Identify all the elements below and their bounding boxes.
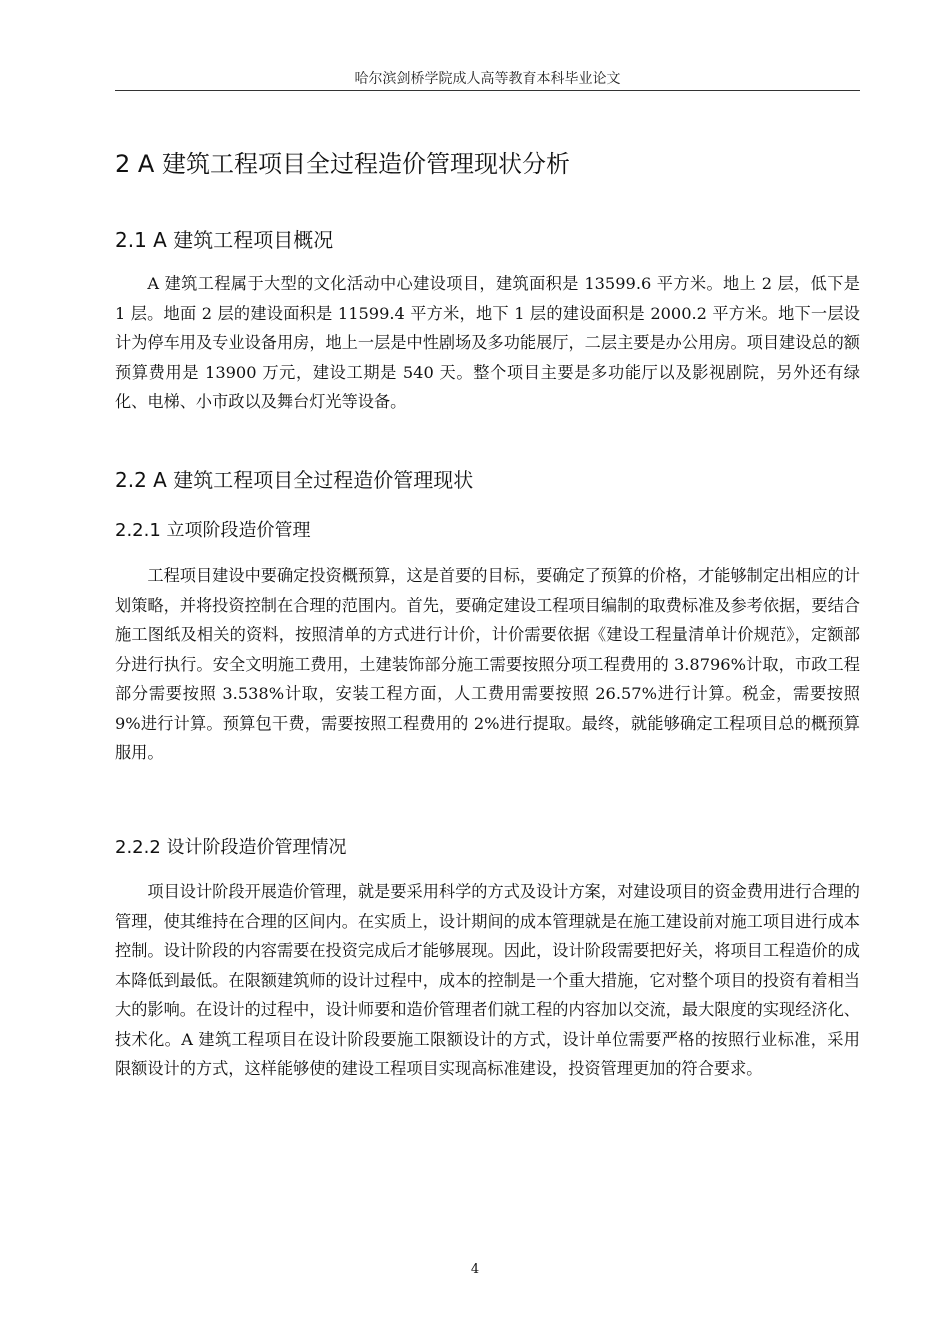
header-divider <box>115 90 860 91</box>
section-2-2-1-heading: 2.2.1 立项阶段造价管理 <box>115 520 311 541</box>
section-2-1-paragraph: A 建筑工程属于大型的文化活动中心建设项目，建筑面积是 13599.6 平方米。地上 2 层，低下是 1 层。地面 2 层的建设面积是 11599.4 平方米，地下 1 层的建设面积是 2000.2 平方米。地下一层设计为停车用及专业设备用房，地上一层是中性剧场及多功能展厅，二层主要是办公用房。项目建设总的额预算费用是 13900 万元，建设工期是 540 天。整个项目主要是多功能厅以及影视剧院，另外还有绿化、电梯、小市政以及舞台灯光等设备。 <box>115 274 860 411</box>
section-2-1-heading: 2.1 A 建筑工程项目概况 <box>115 228 334 252</box>
page-number: 4 <box>470 1262 480 1277</box>
running-header: 哈尔滨剑桥学院成人高等教育本科毕业论文 <box>354 71 621 87</box>
section-2-2-heading: 2.2 A 建筑工程项目全过程造价管理现状 <box>115 468 474 492</box>
chapter-heading: 2 A 建筑工程项目全过程造价管理现状分析 <box>115 150 570 178</box>
section-2-2-2-paragraph: 项目设计阶段开展造价管理，就是要采用科学的方式及设计方案，对建设项目的资金费用进行合理的管理，使其维持在合理的区间内。在实质上，设计期间的成本管理就是在施工建设前对施工项目进行成本控制。设计阶段的内容需要在投资完成后才能够展现。因此，设计阶段需要把好关，将项目工程造价的成本降低到最低。在限额建筑师的设计过程中，成本的控制是一个重大措施，它对整个项目的投资有着相当大的影响。在设计的过程中，设计师要和造价管理者们就工程的内容加以交流，最大限度的实现经济化、技术化。A 建筑工程项目在设计阶段要施工限额设计的方式，设计单位需要严格的按照行业标准，采用限额设计的方式，这样能够使的建设工程项目实现高标准建设，投资管理更加的符合要求。 <box>115 882 860 1078</box>
section-2-2-1-paragraph: 工程项目建设中要确定投资概预算，这是首要的目标，要确定了预算的价格，才能够制定出相应的计划策略，并将投资控制在合理的范围内。首先，要确定建设工程项目编制的取费标准及参考依据，要结合施工图纸及相关的资料，按照清单的方式进行计价，计价需要依据《建设工程量清单计价规范》，定额部分进行执行。安全文明施工费用，土建装饰部分施工需要按照分项工程费用的 3.8796%计取，市政工程部分需要按照 3.538%计取，安装工程方面，人工费用需要按照 26.57%进行计算。税金，需要按照 9%进行计算。预算包干费，需要按照工程费用的 2%进行提取。最终，就能够确定工程项目总的概预算服用。 <box>115 566 860 762</box>
section-2-2-2-heading: 2.2.2 设计阶段造价管理情况 <box>115 837 347 858</box>
